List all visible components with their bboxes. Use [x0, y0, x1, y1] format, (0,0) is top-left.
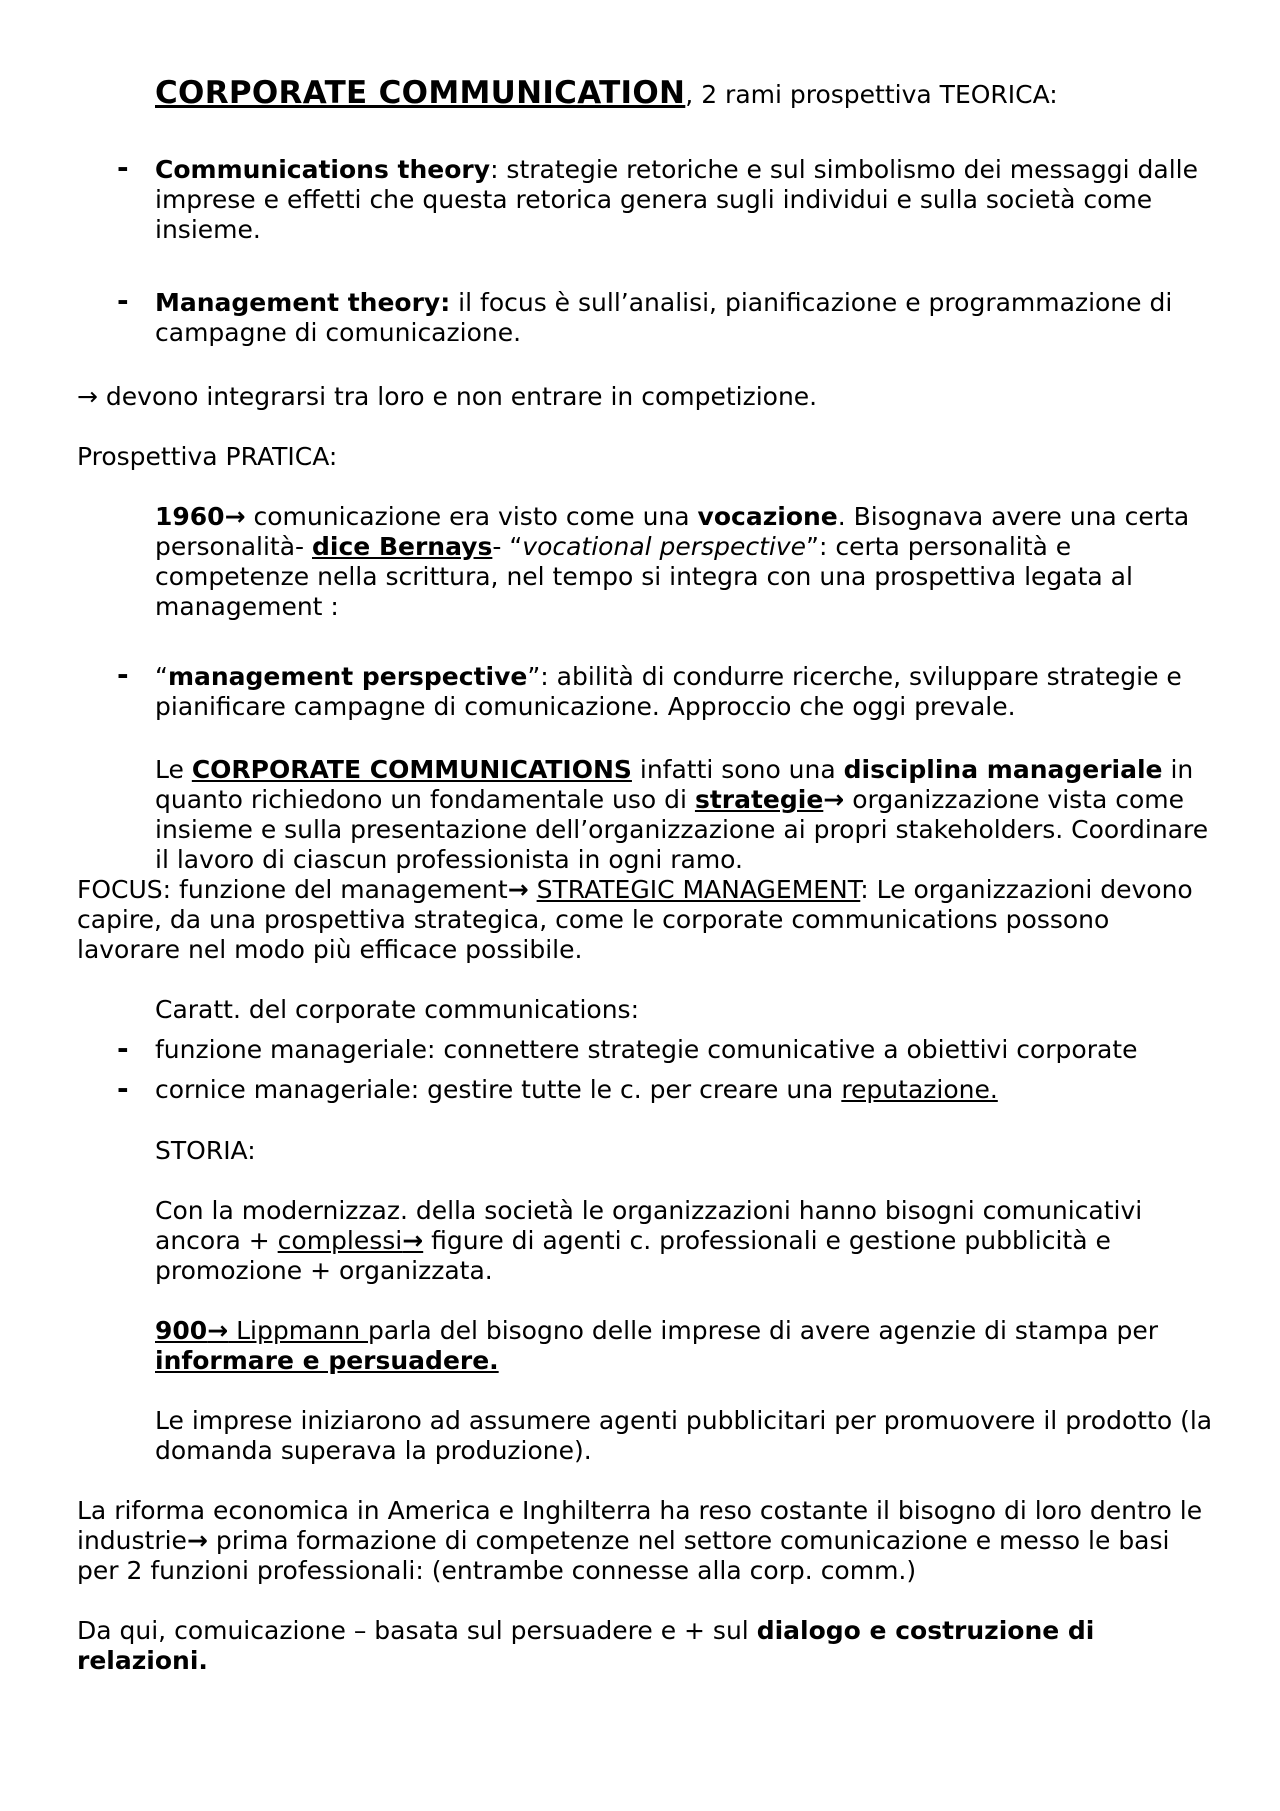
managerial-frame-item [155, 1075, 1215, 1105]
text: . Bisognava avere una certa personalità- [155, 502, 1190, 561]
text: - “ [492, 532, 523, 561]
term: strategie [694, 785, 824, 814]
text: in quanto richiedono un fondamentale uso di [155, 755, 1194, 814]
text: prima formazione di competenze nel settore comunicazione e messo le basi per 2 funzioni professionali: (entrambe connesse alla corp. comm.) [77, 1526, 1170, 1585]
text: comunicazione era visto come una [245, 502, 698, 531]
title-rest: , 2 rami prospettiva TEORICA: [685, 80, 1058, 109]
term: Management theory: [155, 288, 451, 317]
arrow-icon: → [77, 382, 98, 411]
text: La riforma economica in America e Inghilterra ha reso costante il bisogno di loro dentro le industrie [77, 1496, 1203, 1555]
term: STRATEGIC MANAGEMENT [536, 875, 861, 904]
arrow-icon: → [224, 502, 246, 531]
year: 900 [155, 1316, 208, 1345]
term: Communications theory [155, 155, 491, 184]
quote: “ [155, 662, 168, 691]
text: Da qui, comuicazione – basata sul persuadere e + sul [77, 1616, 757, 1645]
term: vocazione [697, 502, 838, 531]
arrow-icon: → [402, 1226, 424, 1255]
practical-heading: Prospettiva PRATICA: [77, 442, 338, 471]
term: vocational perspective [522, 532, 807, 561]
bullet-dash: - [117, 284, 129, 317]
text: Con la modernizzaz. della società le organizzazioni hanno bisogni comunicativi ancora + [155, 1196, 1143, 1255]
term: informare e persuadere. [155, 1346, 499, 1375]
term: complessi [277, 1226, 403, 1255]
history-heading: STORIA: [155, 1136, 256, 1165]
text: ”: certa personalità e competenze nella scrittura, nel tempo si integra con una prospettiva legata al management : [155, 532, 1133, 621]
management-theory-item [155, 288, 1215, 348]
text: FOCUS: funzione del management [77, 875, 508, 904]
focus-paragraph [77, 875, 1217, 965]
term: CORPORATE COMMUNICATIONS [191, 755, 632, 784]
text: il focus è sull’analisi, pianificazione e programmazione di campagne di comunicazione. [155, 288, 1173, 347]
corporate-communications-paragraph [155, 755, 1215, 875]
lippmann-paragraph [155, 1316, 1215, 1376]
term: dialogo e costruzione di relazioni. [77, 1616, 1095, 1675]
bullet-dash: - [117, 1072, 129, 1105]
text: ”: abilità di condurre ricerche, sviluppare strategie e pianificare campagne di comunicazione. Approccio che oggi prevale. [155, 662, 1182, 721]
bullet-dash: - [117, 151, 129, 184]
communications-theory-item [155, 155, 1215, 245]
managerial-function-item: funzione manageriale: connettere strategie comunicative a obiettivi corporate [155, 1035, 1138, 1064]
term: reputazione. [841, 1075, 998, 1104]
text: devono integrarsi tra loro e non entrare in competizione. [97, 382, 818, 411]
text: figure di agenti c. professionali e gestione pubblicità e promozione + organizzata. [155, 1226, 1111, 1285]
doc-title: CORPORATE COMMUNICATION [155, 75, 686, 111]
arrow-icon: → [207, 1316, 229, 1345]
arrow-icon: → [823, 785, 845, 814]
term: dice Bernays [312, 532, 493, 561]
term: management perspective [167, 662, 528, 691]
management-perspective-item [155, 662, 1215, 722]
modernization-paragraph [155, 1196, 1215, 1286]
term: disciplina manageriale [843, 755, 1163, 784]
title-line [155, 75, 1215, 111]
businesses-paragraph: Le imprese iniziarono ad assumere agenti pubblicitari per promuovere il prodotto (la domanda superava la produzione). [155, 1406, 1213, 1465]
text: organizzazione vista come insieme e sulla presentazione dell’organizzazione ai propri stakeholders. Coordinare il lavoro di ciascun professionista in ogni ramo. [155, 785, 1209, 874]
arrow-icon: → [507, 875, 529, 904]
conclusion-paragraph [77, 1616, 1217, 1676]
text: Le [155, 755, 192, 784]
text: : Le organizzazioni devono capire, da una prospettiva strategica, come le corporate communications possono lavorare nel modo più efficace possibile. [77, 875, 1193, 964]
term: Lippmann [228, 1316, 369, 1345]
bullet-dash: - [117, 1032, 129, 1065]
arrow-icon: → [186, 1526, 208, 1555]
integration-line [77, 382, 1217, 412]
reform-paragraph [77, 1496, 1217, 1586]
text: cornice manageriale: gestire tutte le c. per creare una [155, 1075, 842, 1104]
paragraph-1960 [155, 502, 1215, 622]
text: : strategie retoriche e sul simbolismo dei messaggi dalle imprese e effetti che questa retorica genera sugli individui e sulla società come insieme. [155, 155, 1198, 244]
text: infatti sono una [631, 755, 844, 784]
year: 1960 [155, 502, 225, 531]
text: parla del bisogno delle imprese di avere agenzie di stampa per [368, 1316, 1159, 1345]
bullet-dash: - [117, 658, 129, 691]
characteristics-heading: Caratt. del corporate communications: [155, 995, 640, 1024]
